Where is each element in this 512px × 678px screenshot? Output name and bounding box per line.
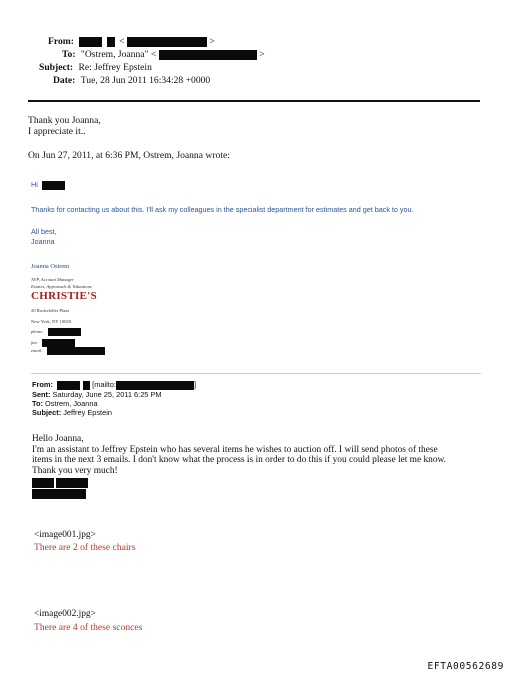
original-subject-label: Subject:: [32, 407, 62, 417]
redaction: [79, 37, 102, 47]
original-header: [32, 380, 196, 417]
from-row: [48, 36, 215, 47]
from-open: <: [119, 36, 125, 47]
original-divider: [31, 373, 481, 374]
christies-logo: CHRISTIE'S: [31, 290, 97, 302]
original-from: [32, 380, 196, 390]
to-row: [62, 49, 264, 60]
signature-name: Joanna Ostrem: [31, 263, 70, 270]
attachment-caption: There are 4 of these sconces: [34, 622, 143, 633]
date-row: [53, 75, 210, 86]
original-from-label: From:: [32, 380, 53, 389]
redaction: [159, 50, 257, 60]
date-value: Tue, 28 Jun 2011 16:34:28 +0000: [80, 75, 211, 86]
quote-intro: On Jun 27, 2011, at 6:36 PM, Ostrem, Joanna wrote:: [28, 150, 230, 161]
date-label: Date:: [53, 75, 76, 86]
signature-department: Estates, Appraisals & Valuations: [31, 284, 92, 289]
original-sent: [32, 390, 196, 399]
sent-value: Saturday, June 25, 2011 6:25 PM: [52, 389, 162, 399]
to-close: >: [259, 49, 265, 60]
body-greeting: Hello Joanna,: [32, 434, 84, 444]
original-to: [32, 399, 196, 408]
document-id: EFTA00562689: [427, 661, 504, 672]
subject-label: Subject:: [39, 62, 74, 73]
fax-label: fax:: [31, 340, 39, 346]
signature-address2: New York, NY 10020: [31, 319, 72, 324]
greeting-text: Hi: [31, 180, 38, 189]
header-divider: [28, 100, 480, 102]
signature-title: AVP, Account Manager: [31, 277, 74, 282]
subject-value: Re: Jeffrey Epstein: [78, 62, 152, 73]
original-to-label: To:: [32, 398, 43, 408]
reply-line: Thank you Joanna,: [28, 115, 101, 126]
original-subject: [32, 408, 196, 417]
reply-body: [28, 115, 101, 137]
sent-label: Sent:: [32, 389, 51, 399]
signature-phone: [31, 328, 81, 336]
phone-label: phone:: [31, 329, 44, 335]
body-line: I'm an assistant to Jeffrey Epstein who has several items he wishes to auction off. I will send photos of these: [32, 444, 438, 455]
redaction: [116, 380, 197, 390]
quoted-body: Thanks for contacting us about this. I'll ask my colleagues in the specialist department for estimates and get back to you.: [31, 205, 414, 214]
redaction: [48, 328, 81, 336]
original-to-value: Ostrem, Joanna: [45, 398, 98, 408]
quoted-greeting: [31, 180, 65, 190]
signature-fax: [31, 339, 75, 347]
quoted-signoff: [31, 227, 57, 247]
to-label: To:: [62, 49, 76, 60]
redaction: [56, 478, 88, 488]
redaction: [32, 489, 86, 499]
redaction: [42, 339, 75, 347]
redaction: [83, 381, 90, 390]
signature-email: [31, 347, 105, 355]
reply-line: I appreciate it..: [28, 126, 86, 137]
signature-address1: 20 Rockefeller Plaza: [31, 308, 70, 313]
to-value: "Ostrem, Joanna" <: [80, 49, 157, 60]
from-label: From:: [48, 36, 74, 47]
attachment-caption: There are 2 of these chairs: [34, 542, 136, 553]
body-line: Thank you very much!: [32, 465, 118, 476]
subject-row: [39, 62, 152, 73]
redaction: [32, 478, 54, 488]
attachment-file: <image002.jpg>: [34, 609, 96, 619]
redaction: [107, 37, 115, 47]
redaction: [127, 37, 207, 47]
redaction: [57, 381, 80, 390]
redaction: [42, 181, 65, 190]
redaction: [47, 347, 105, 355]
mailto-text: [mailto:: [92, 380, 116, 389]
original-subject-value: Jeffrey Epstein: [63, 407, 112, 417]
signoff-line: All best,: [31, 227, 57, 236]
signoff-line: Joanna: [31, 237, 55, 246]
mailto-close: ]: [193, 380, 197, 389]
from-close: >: [209, 36, 215, 47]
signature-redaction: [32, 478, 88, 488]
original-body: [32, 434, 446, 476]
body-line: items in the next 3 emails. I don't know what the process is in order to do this if you could please let me know.: [32, 455, 447, 466]
attachment-file: <image001.jpg>: [34, 530, 96, 540]
email-label: email:: [31, 348, 43, 354]
